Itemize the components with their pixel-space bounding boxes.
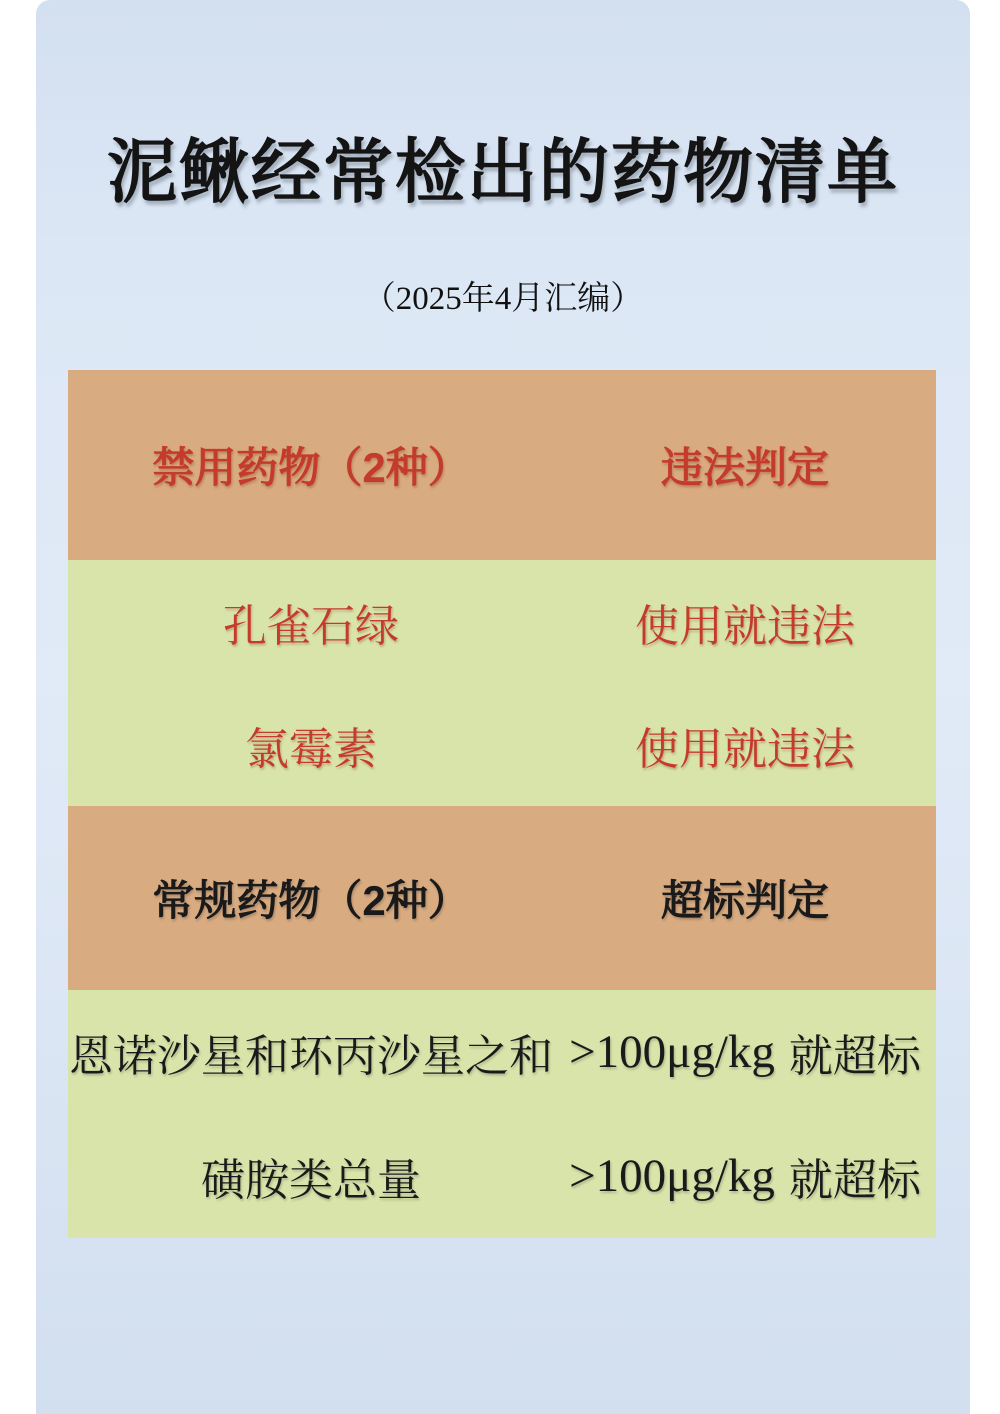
page-title: 泥鳅经常检出的药物清单	[107, 133, 899, 211]
table-row-enrofloxacin-ciprofloxacin	[68, 990, 936, 1114]
drug-name: 孔雀石绿	[223, 601, 400, 651]
drug-name: 恩诺沙星和环丙沙星之和	[69, 1032, 554, 1081]
verdict-text: 使用就违法	[635, 724, 856, 774]
verdict-threshold-value: >100μg/kg	[569, 1026, 775, 1078]
verdict-threshold-suffix: 就超标	[788, 1156, 921, 1205]
verdict-text	[554, 1020, 936, 1084]
regular-header-drug-col: 常规药物（2种）	[152, 877, 470, 924]
poster-background	[36, 0, 970, 1414]
drug-name: 磺胺类总量	[201, 1156, 422, 1205]
verdict-threshold-suffix: 就超标	[788, 1032, 921, 1081]
table-row-sulfonamides	[68, 1114, 936, 1238]
regular-header-verdict-col: 超标判定	[661, 877, 830, 924]
table-row-malachite-green	[68, 560, 936, 683]
banned-header-drug-col: 禁用药物（2种）	[152, 444, 470, 491]
drug-name: 氯霉素	[245, 724, 378, 774]
banned-section-header-row	[68, 370, 936, 560]
page-subtitle: （2025年4月汇编）	[362, 281, 644, 317]
table-row-chloramphenicol	[68, 683, 936, 806]
regular-section-header-row	[68, 806, 936, 990]
verdict-threshold-value: >100μg/kg	[569, 1150, 775, 1202]
verdict-text	[554, 1144, 936, 1208]
banned-header-verdict-col: 违法判定	[661, 444, 830, 491]
drug-table	[68, 370, 936, 1238]
verdict-text: 使用就违法	[635, 601, 856, 651]
